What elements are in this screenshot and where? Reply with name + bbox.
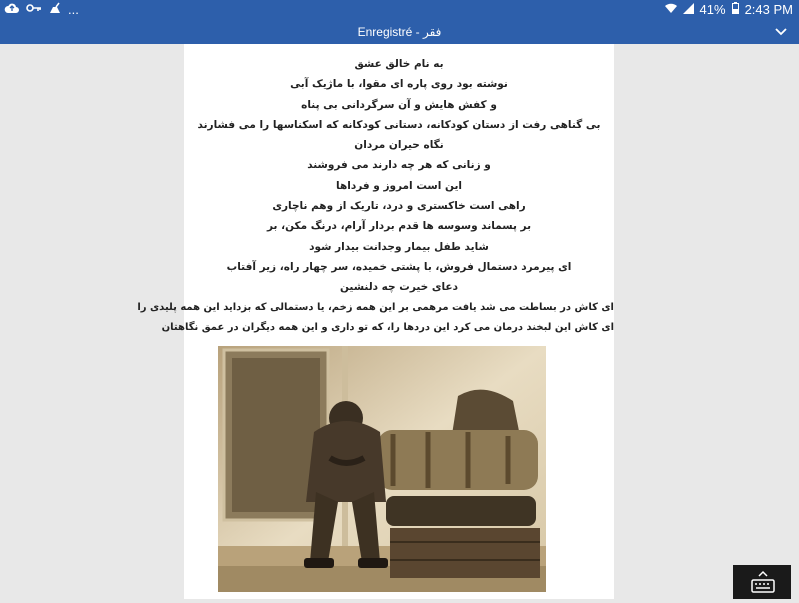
cloud-upload-icon [4,2,20,17]
chevron-down-icon[interactable] [773,22,789,40]
poem-line: بی گناهی رفت از دستان کودکانه، دستانی کودکانه که اسکناسها را می فشارند [197,118,601,131]
poem-photo [218,346,546,592]
battery-percent: 41% [699,2,726,17]
status-bar [0,0,799,20]
notification-overflow: ... [68,2,79,17]
clock: 2:43 PM [744,2,793,17]
poem-line: نگاه حیران مردان [354,139,444,152]
battery-icon [732,2,739,17]
poem-line: و زنانی که هر چه دارند می فروشند [307,159,491,172]
poem-line: این است امروز و فرداها [336,179,462,192]
poem-line: بر پسماند وسوسه ها قدم بردار آرام، درنگ مکن، بر [266,220,532,233]
poem-line: راهی است خاکستری و درد، تاریک از وهم ناچاری [272,200,526,213]
poem-line: و کفش هایش و آن سرگردانی بی پناه [301,98,497,111]
cleaning-icon [48,2,62,17]
poem-line: به نام خالق عشق [354,58,444,70]
keyboard-icon [733,584,791,603]
poem-text [137,54,614,338]
poem-line: نوشته بود روی پاره ای مقوا، با ماژیک آبی [290,78,508,91]
wifi-icon [665,2,677,17]
poem-line: ای کاش در بساطت می شد یافت مرهمی بر این همه زخم، یا دستمالی که بزداید این همه پلیدی را [137,301,614,313]
poem-line: ای کاش این لبخند درمان می کرد این دردها را، که تو داری و این همه دیگران در عمق نگاهتان [161,321,614,333]
poem-line: دعای خیرت چه دلنشین [339,281,458,294]
poem-line: شاید طفل بیمار وجدانت بیدار شود [309,240,489,253]
key-icon [26,2,42,17]
poem-line: ای پیرمرد دستمال فروش، با پشتی خمیده، سر چهار راه، زیر آفتاب [226,260,572,273]
app-title: Enregistré - فقر [357,25,442,39]
signal-icon [683,2,694,17]
document-page [137,44,614,599]
keyboard-button[interactable] [733,565,791,599]
